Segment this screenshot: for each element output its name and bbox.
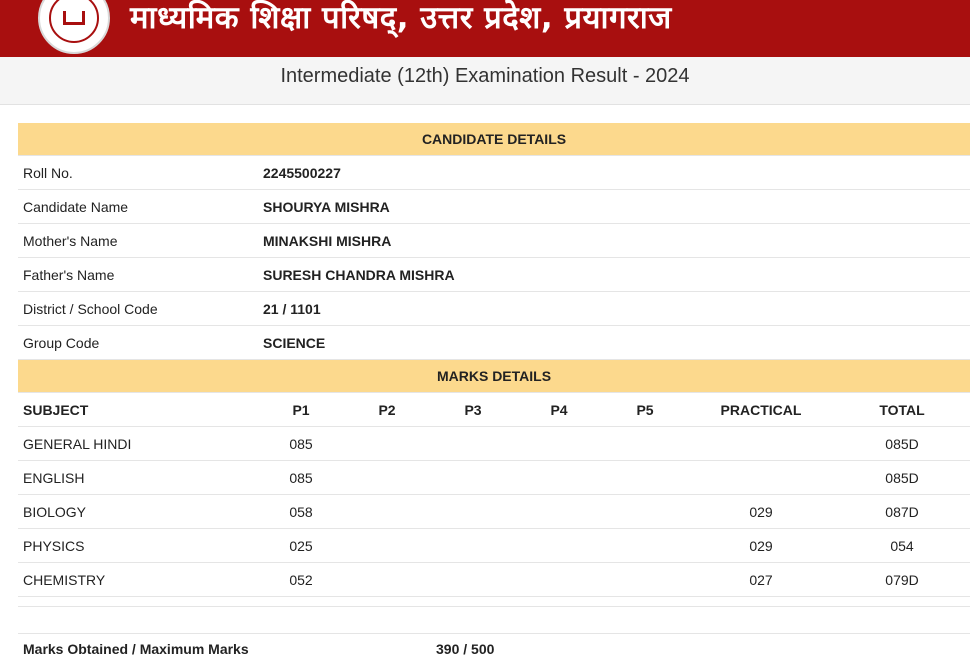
mark-p4 — [516, 529, 602, 563]
mark-total: 079D — [834, 563, 970, 597]
field-label: Candidate Name — [18, 190, 258, 224]
subject-name: CHEMISTRY — [18, 563, 258, 597]
result-table — [18, 123, 970, 607]
mark-p5 — [602, 563, 688, 597]
candidate-row-district-school — [18, 292, 970, 326]
mark-p1: 058 — [258, 495, 344, 529]
mark-p2 — [344, 427, 430, 461]
field-label: Mother's Name — [18, 224, 258, 258]
column-header-practical: PRACTICAL — [688, 393, 834, 427]
mark-p1: 025 — [258, 529, 344, 563]
mark-p2 — [344, 495, 430, 529]
candidate-row-group-code — [18, 326, 970, 360]
field-label: District / School Code — [18, 292, 258, 326]
mark-p3 — [430, 563, 516, 597]
mark-practical — [688, 427, 834, 461]
mark-practical: 027 — [688, 563, 834, 597]
mark-p3 — [430, 495, 516, 529]
field-value: 2245500227 — [258, 156, 970, 190]
mark-total: 087D — [834, 495, 970, 529]
mark-p5 — [602, 427, 688, 461]
result-content — [18, 123, 970, 607]
mark-p4 — [516, 563, 602, 597]
candidate-details-header — [18, 123, 970, 156]
mark-p3 — [430, 427, 516, 461]
subject-name: ENGLISH — [18, 461, 258, 495]
mark-p4 — [516, 461, 602, 495]
summary-value: 390 / 500 — [436, 641, 495, 657]
marks-column-headers — [18, 393, 970, 427]
field-value: SURESH CHANDRA MISHRA — [258, 258, 970, 292]
subject-name: BIOLOGY — [18, 495, 258, 529]
mark-practical — [688, 461, 834, 495]
summary-label: Marks Obtained / Maximum Marks — [23, 641, 249, 657]
mark-p4 — [516, 495, 602, 529]
mark-p5 — [602, 495, 688, 529]
column-header-p1: P1 — [258, 393, 344, 427]
result-title-bar — [0, 57, 970, 105]
marks-row — [18, 529, 970, 563]
column-header-subject: SUBJECT — [18, 393, 258, 427]
mark-p5 — [602, 529, 688, 563]
marks-summary — [18, 633, 970, 662]
mark-practical: 029 — [688, 495, 834, 529]
board-emblem-icon — [38, 0, 110, 54]
subject-name: PHYSICS — [18, 529, 258, 563]
column-header-total: TOTAL — [834, 393, 970, 427]
mark-p1: 052 — [258, 563, 344, 597]
section-title: CANDIDATE DETAILS — [18, 123, 970, 156]
field-value: MINAKSHI MISHRA — [258, 224, 970, 258]
mark-p1: 085 — [258, 461, 344, 495]
column-header-p5: P5 — [602, 393, 688, 427]
field-label: Group Code — [18, 326, 258, 360]
section-title: MARKS DETAILS — [18, 360, 970, 393]
mark-p1: 085 — [258, 427, 344, 461]
column-header-p2: P2 — [344, 393, 430, 427]
mark-p2 — [344, 529, 430, 563]
marks-row — [18, 461, 970, 495]
field-value: SHOURYA MISHRA — [258, 190, 970, 224]
candidate-row-mother-name — [18, 224, 970, 258]
candidate-row-name — [18, 190, 970, 224]
marks-row — [18, 427, 970, 461]
mark-p4 — [516, 427, 602, 461]
table-spacer-row — [18, 597, 970, 607]
field-label: Father's Name — [18, 258, 258, 292]
field-label: Roll No. — [18, 156, 258, 190]
mark-total: 085D — [834, 427, 970, 461]
marks-details-header — [18, 360, 970, 393]
mark-p5 — [602, 461, 688, 495]
marks-row — [18, 495, 970, 529]
candidate-row-roll-no — [18, 156, 970, 190]
column-header-p3: P3 — [430, 393, 516, 427]
mark-practical: 029 — [688, 529, 834, 563]
mark-total: 085D — [834, 461, 970, 495]
marks-row — [18, 563, 970, 597]
column-header-p4: P4 — [516, 393, 602, 427]
board-name: माध्यमिक शिक्षा परिषद्, उत्तर प्रदेश, प्रयागराज — [130, 0, 672, 36]
mark-p3 — [430, 529, 516, 563]
mark-p2 — [344, 461, 430, 495]
mark-p2 — [344, 563, 430, 597]
result-title: Intermediate (12th) Examination Result - 2024 — [280, 65, 690, 87]
header-banner — [0, 0, 970, 57]
subject-name: GENERAL HINDI — [18, 427, 258, 461]
mark-total: 054 — [834, 529, 970, 563]
candidate-row-father-name — [18, 258, 970, 292]
field-value: 21 / 1101 — [258, 292, 970, 326]
mark-p3 — [430, 461, 516, 495]
field-value: SCIENCE — [258, 326, 970, 360]
